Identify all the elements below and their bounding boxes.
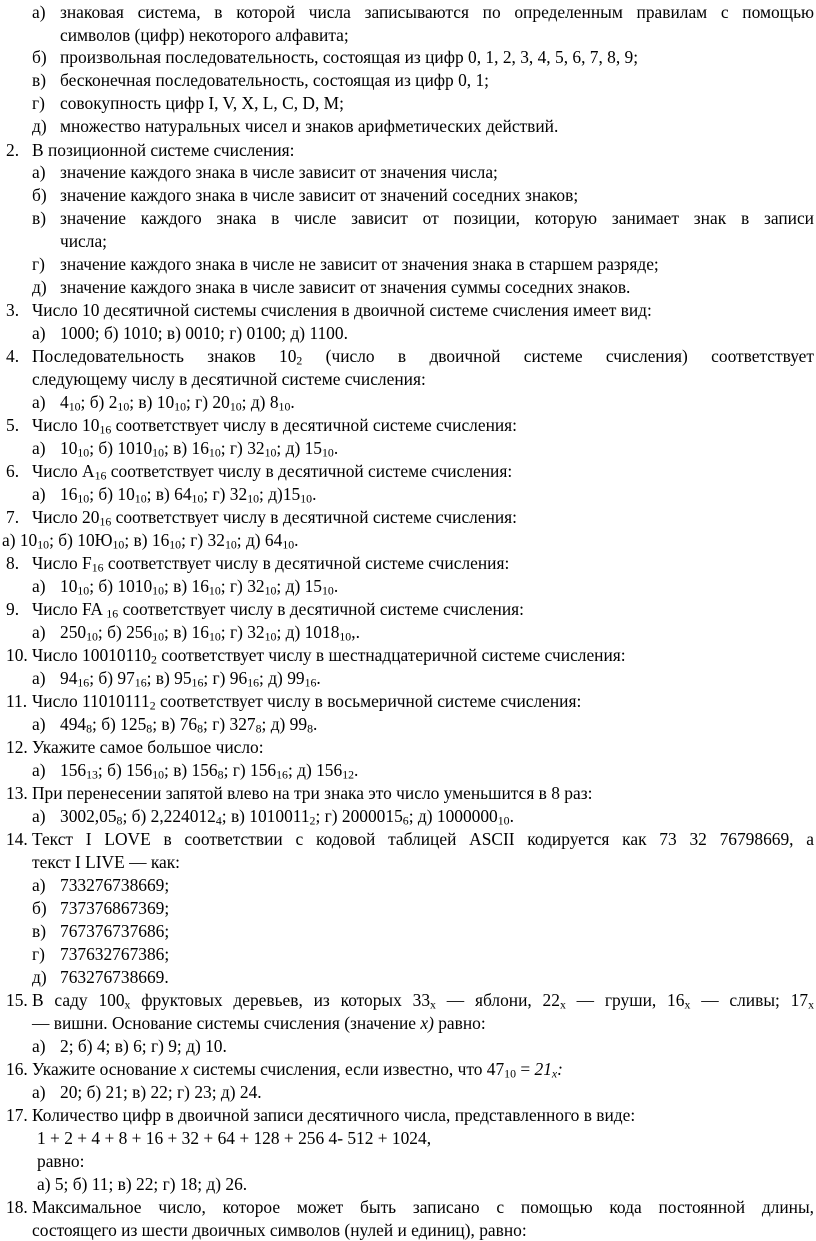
subscript: х: [124, 997, 131, 1012]
text-line: [2, 529, 299, 551]
subscript: 10: [86, 629, 98, 644]
list-marker: 9.: [6, 599, 20, 619]
subscript: 10: [174, 399, 186, 414]
text-run: соответствует числу в шестнадцатеричной системе счисления:: [156, 645, 626, 665]
subscript: 10: [282, 537, 295, 552]
subscript: 12: [342, 767, 355, 782]
subscript: 10: [152, 583, 164, 598]
text-line: [60, 1, 814, 23]
list-marker: 10.: [6, 645, 28, 665]
text-run: .: [290, 392, 295, 412]
text-run: системы счисления, если известно, что 47: [188, 1059, 505, 1079]
subscript: 10: [77, 583, 90, 598]
text-run: текст I LIVE — как:: [32, 852, 181, 872]
text-line: [32, 989, 814, 1011]
text-run: ; д) 156: [287, 760, 343, 780]
text-line: [32, 851, 180, 873]
list-marker: в): [32, 208, 47, 228]
text-run: При перенесении запятой влево на три знака это число уменьшится в 8 раз:: [32, 783, 593, 803]
text-line: [32, 644, 626, 666]
text-line: [60, 759, 358, 781]
subscript: 10: [191, 491, 204, 506]
text-run: 763276738669.: [60, 967, 169, 987]
text-run: х: [180, 1059, 189, 1079]
text-run: — сливы; 17: [690, 990, 809, 1010]
subscript: 10: [208, 445, 221, 460]
text-line: [32, 368, 426, 390]
text-line: [60, 897, 169, 919]
text-run: 156: [60, 760, 87, 780]
text-line: [60, 115, 558, 137]
text-run: .: [354, 760, 359, 780]
text-run: 1000; б) 1010; в) 0010; г) 0100; д) 1100.: [60, 323, 348, 343]
text-run: ; б) 10Ю: [49, 530, 113, 550]
list-marker: а): [32, 1036, 46, 1056]
subscript: х: [808, 997, 814, 1012]
text-run: ; в) 95: [146, 668, 192, 688]
text-run: ; г) 32: [220, 438, 265, 458]
text-line: [60, 24, 349, 46]
list-marker: в): [32, 921, 47, 941]
text-run: Укажите основание: [32, 1059, 181, 1079]
list-marker: 6.: [6, 461, 20, 481]
list-marker: а): [32, 438, 46, 458]
text-run: ,.: [351, 622, 360, 642]
subscript: 10: [278, 399, 291, 414]
text-line: [60, 1081, 262, 1103]
text-line: [32, 1058, 563, 1080]
text-run: ; г) 96: [203, 668, 248, 688]
subscript: 10: [77, 491, 90, 506]
text-run: 494: [60, 714, 87, 734]
text-run: состоящего из шести двоичных символов (нулей и единиц), равно:: [32, 1220, 527, 1240]
text-line: [32, 690, 581, 712]
text-run: 1 + 2 + 4 + 8 + 16 + 32 + 64 + 128 + 256 4- 512 + 1024,: [37, 1128, 432, 1148]
text-run: Максимальное число, которое может быть записано с помощью кода постоянной длины,: [32, 1197, 814, 1217]
text-run: 767376737686;: [60, 921, 170, 941]
list-marker: 5.: [6, 415, 20, 435]
text-run: значение каждого знака в числе зависит от позиции, которую занимает знак в записи: [60, 208, 814, 228]
list-marker: а): [32, 323, 46, 343]
text-run: ; б) 2: [80, 392, 118, 412]
list-marker: а): [32, 714, 46, 734]
text-line: [32, 460, 512, 482]
subscript: 8: [217, 767, 224, 782]
list-marker: а): [32, 806, 46, 826]
text-run: 2; б) 4; в) 6; г) 9; д) 10.: [60, 1036, 227, 1056]
text-run: ; г) 32: [203, 484, 248, 504]
text-run: 250: [60, 622, 87, 642]
text-line: [32, 139, 295, 161]
text-line: [60, 920, 169, 942]
text-run: 737632767386;: [60, 944, 170, 964]
text-line: [60, 966, 169, 988]
text-run: 737376867369;: [60, 898, 170, 918]
subscript: 2: [150, 652, 157, 667]
text-run: а) 10: [2, 530, 38, 550]
text-run: 733276738669;: [60, 875, 170, 895]
text-run: соответствует числу в десятичной системе счисления:: [103, 553, 510, 573]
text-line: [32, 828, 814, 850]
text-run: 10: [60, 438, 78, 458]
text-line: [60, 483, 316, 505]
subscript: 10: [112, 537, 125, 552]
subscript: 10: [152, 445, 164, 460]
subscript: 8: [146, 721, 153, 736]
list-marker: 4.: [6, 346, 20, 366]
subscript: 10: [208, 583, 221, 598]
list-marker: 13.: [6, 783, 28, 803]
text-run: ; д)15: [259, 484, 301, 504]
text-run: .: [509, 806, 514, 826]
text-run: .: [333, 576, 339, 596]
text-line: [60, 92, 344, 114]
text-run: следующему числу в десятичной системе счисления:: [32, 369, 426, 389]
text-line: [32, 345, 814, 367]
list-marker: 12.: [6, 737, 28, 757]
text-run: совокупность цифр I, V, X, L, C, D, M;: [60, 93, 344, 113]
subscript: 16: [304, 675, 317, 690]
subscript: 16: [99, 422, 112, 437]
text-run: ; б) 1010: [89, 576, 153, 596]
subscript: х: [559, 997, 566, 1012]
text-run: х): [420, 1013, 434, 1033]
text-run: ; д) 1000000: [408, 806, 498, 826]
text-run: Количество цифр в двоичной записи десятичного числа, представленного в виде:: [32, 1105, 636, 1125]
text-run: ; д) 15: [276, 576, 322, 596]
text-run: ; д) 1018: [276, 622, 340, 642]
list-marker: б): [32, 185, 47, 205]
text-line: [60, 230, 107, 252]
text-line: [60, 253, 659, 275]
text-run: — вишни. Основание системы счисления (значение: [32, 1013, 421, 1033]
list-marker: в): [32, 70, 47, 90]
text-run: .: [312, 484, 317, 504]
text-run: ; г) 156: [223, 760, 277, 780]
text-line: [32, 598, 524, 620]
text-run: ; в) 16: [164, 576, 209, 596]
subscript: 8: [197, 721, 204, 736]
text-run: ; д) 64: [236, 530, 283, 550]
text-run: 3002,05: [60, 806, 117, 826]
text-line: [32, 1196, 814, 1218]
text-run: — груши, 16: [565, 990, 685, 1010]
text-run: ; б) 2,224012: [122, 806, 216, 826]
subscript: 16: [247, 675, 260, 690]
text-run: ; г) 2000015: [315, 806, 403, 826]
subscript: х: [684, 997, 691, 1012]
text-line: [60, 437, 338, 459]
subscript: 10: [134, 491, 147, 506]
subscript: 10: [264, 583, 277, 598]
text-run: ; г) 20: [185, 392, 230, 412]
list-marker: а): [32, 875, 46, 895]
list-marker: а): [32, 576, 46, 596]
list-marker: 18.: [6, 1197, 28, 1217]
subscript: 10: [264, 629, 277, 644]
text-run: соответствует числу в десятичной системе счисления:: [106, 461, 513, 481]
subscript: 10: [504, 1066, 516, 1081]
text-run: 4: [60, 392, 69, 412]
list-marker: 15.: [6, 990, 28, 1010]
text-run: Число 20: [32, 507, 100, 527]
text-line: [60, 575, 338, 597]
list-marker: д): [32, 277, 47, 297]
subscript: 6: [402, 813, 409, 828]
subscript: 10: [169, 537, 182, 552]
subscript: 4: [215, 813, 222, 828]
text-run: (число в двоичной системе счисления) соответствует: [302, 346, 815, 366]
text-run: ; в) 16: [164, 438, 209, 458]
text-run: =: [516, 1059, 535, 1079]
text-line: [60, 805, 514, 827]
text-line: [60, 667, 321, 689]
subscript: 10: [224, 537, 237, 552]
list-marker: а): [32, 2, 46, 22]
text-run: ; в) 10: [129, 392, 175, 412]
text-run: .: [316, 668, 321, 688]
list-marker: б): [32, 898, 47, 918]
subscript: 10: [77, 445, 90, 460]
text-run: ; д) 99: [261, 714, 308, 734]
subscript: 10: [497, 813, 510, 828]
subscript: 10: [68, 399, 81, 414]
list-marker: 14.: [6, 829, 28, 849]
subscript: 8: [116, 813, 123, 828]
list-marker: 2.: [6, 140, 20, 160]
text-run: :: [557, 1059, 563, 1079]
list-marker: г): [32, 944, 45, 964]
subscript: 10: [321, 583, 334, 598]
text-run: .: [294, 530, 299, 550]
list-marker: 17.: [6, 1105, 28, 1125]
text-run: ; д) 8: [241, 392, 279, 412]
text-line: [60, 69, 489, 91]
text-line: [60, 46, 638, 68]
list-marker: 16.: [6, 1059, 28, 1079]
subscript: х: [551, 1066, 558, 1081]
text-run: равно:: [433, 1013, 486, 1033]
text-run: В позиционной системе счисления:: [32, 140, 295, 160]
text-line: [37, 1127, 431, 1149]
text-run: .: [333, 438, 339, 458]
text-run: соответствует числу в восьмеричной системе счисления:: [155, 691, 582, 711]
text-run: Текст I LOVE в соответствии с кодовой таблицей ASCII кодируется как 73 32 76798669, а: [32, 829, 814, 849]
text-line: [32, 1012, 486, 1034]
subscript: 16: [77, 675, 90, 690]
text-run: знаковая система, в которой числа записываются по определенным правилам с помощью: [60, 2, 814, 22]
text-run: ; в) 16: [164, 622, 209, 642]
text-run: Число 10 десятичной системы счисления в двоичной системе счисления имеет вид:: [32, 300, 652, 320]
text-run: ; г) 32: [181, 530, 225, 550]
text-line: [32, 414, 517, 436]
list-marker: д): [32, 967, 47, 987]
text-run: ; в) 64: [146, 484, 192, 504]
list-marker: а): [32, 392, 46, 412]
subscript: 13: [86, 767, 98, 782]
list-marker: а): [32, 760, 46, 780]
text-run: 20; б) 21; в) 22; г) 23; д) 24.: [60, 1082, 262, 1102]
subscript: 10: [247, 491, 260, 506]
list-marker: г): [32, 93, 45, 113]
text-run: ; б) 256: [97, 622, 153, 642]
subscript: 10: [264, 445, 277, 460]
text-run: произвольная последовательность, состоящая из цифр 0, 1, 2, 3, 4, 5, 6, 7, 8, 9;: [60, 47, 639, 67]
text-line: [60, 207, 814, 229]
text-run: 94: [60, 668, 78, 688]
text-run: соответствует числу в десятичной системе счисления:: [111, 415, 518, 435]
text-run: числа;: [60, 231, 108, 251]
text-run: множество натуральных чисел и знаков арифметических действий.: [60, 116, 559, 136]
text-run: соответствует числу в десятичной системе счисления:: [111, 507, 518, 527]
subscript: 8: [255, 721, 262, 736]
text-run: а) 5; б) 11; в) 22; г) 18; д) 26.: [37, 1174, 248, 1194]
text-line: [32, 552, 509, 574]
text-run: значение каждого знака в числе зависит от значения суммы соседних знаков.: [60, 277, 631, 297]
list-marker: 8.: [6, 553, 20, 573]
list-marker: а): [32, 622, 46, 642]
subscript: 8: [307, 721, 313, 736]
text-run: ; г) 32: [220, 622, 265, 642]
text-run: ; в) 76: [152, 714, 198, 734]
list-marker: а): [32, 484, 46, 504]
text-run: символов (цифр) некоторого алфавита;: [60, 25, 349, 45]
text-run: равно:: [37, 1151, 85, 1171]
text-run: — яблони, 22: [435, 990, 560, 1010]
text-run: ; г) 327: [203, 714, 256, 734]
list-marker: а): [32, 1082, 46, 1102]
text-run: ; в) 156: [164, 760, 218, 780]
text-run: соответствует числу в десятичной системе счисления:: [118, 599, 524, 619]
text-run: ; в) 1010011: [221, 806, 310, 826]
subscript: 10: [117, 399, 130, 414]
subscript: 10: [208, 629, 221, 644]
text-line: [60, 874, 169, 896]
text-line: [32, 782, 592, 804]
list-marker: 11.: [6, 691, 28, 711]
subscript: 10: [152, 767, 165, 782]
subscript: 8: [86, 721, 93, 736]
text-run: Число FA: [32, 599, 107, 619]
subscript: 2: [149, 698, 156, 713]
text-line: [60, 621, 360, 643]
subscript: 10: [229, 399, 242, 414]
subscript: 16: [94, 468, 107, 483]
text-run: фруктовых деревьев, из которых 33: [130, 990, 431, 1010]
text-run: ; б) 156: [97, 760, 153, 780]
text-run: Число А: [32, 461, 95, 481]
text-run: Укажите самое большое число:: [32, 737, 264, 757]
text-line: [60, 322, 348, 344]
text-run: ; б) 1010: [89, 438, 153, 458]
subscript: 16: [106, 606, 119, 621]
text-line: [32, 736, 264, 758]
text-run: Число 10010110: [32, 645, 151, 665]
text-line: [60, 1035, 227, 1057]
text-run: значение каждого знака в числе не зависит от значения знака в старшем разряде;: [60, 254, 659, 274]
subscript: 16: [99, 514, 112, 529]
subscript: 10: [37, 537, 50, 552]
text-run: Число 11010111: [32, 691, 150, 711]
text-line: [32, 506, 517, 528]
text-line: [32, 1219, 527, 1241]
text-run: ; в) 16: [124, 530, 170, 550]
list-marker: б): [32, 47, 47, 67]
text-run: 21: [534, 1059, 552, 1079]
text-run: В саду 100: [32, 990, 125, 1010]
subscript: 16: [276, 767, 288, 782]
text-line: [60, 184, 578, 206]
text-line: [32, 299, 652, 321]
text-line: [60, 276, 630, 298]
subscript: 2: [296, 353, 303, 368]
subscript: х: [430, 997, 436, 1012]
text-run: 10: [60, 576, 78, 596]
subscript: 16: [191, 675, 204, 690]
text-line: [60, 161, 498, 183]
text-line: [37, 1150, 84, 1172]
list-marker: а): [32, 162, 46, 182]
text-run: ; д) 15: [276, 438, 322, 458]
list-marker: д): [32, 116, 47, 136]
list-marker: г): [32, 254, 45, 274]
text-run: ; г) 32: [220, 576, 265, 596]
text-line: [60, 391, 295, 413]
list-marker: 7.: [6, 507, 20, 527]
text-line: [60, 943, 169, 965]
list-marker: 3.: [6, 300, 20, 320]
text-run: Число F: [32, 553, 92, 573]
text-run: бесконечная последовательность, состоящая из цифр 0, 1;: [60, 70, 490, 90]
text-line: [37, 1173, 247, 1195]
text-run: ; д) 99: [259, 668, 305, 688]
subscript: 10: [152, 629, 165, 644]
text-run: Число 10: [32, 415, 100, 435]
subscript: 16: [91, 560, 104, 575]
subscript: 2: [309, 813, 316, 828]
text-run: .: [313, 714, 318, 734]
text-line: [60, 713, 317, 735]
text-run: ; б) 10: [89, 484, 135, 504]
text-run: Последовательность знаков 10: [32, 346, 297, 366]
text-run: ; б) 97: [89, 668, 135, 688]
text-run: 16: [60, 484, 78, 504]
text-run: ; б) 125: [92, 714, 147, 734]
text-line: [32, 1104, 635, 1126]
subscript: 10: [321, 445, 334, 460]
text-run: значение каждого знака в числе зависит от значений соседних знаков;: [60, 185, 579, 205]
subscript: 10: [339, 629, 352, 644]
text-run: значение каждого знака в числе зависит от значения числа;: [60, 162, 498, 182]
subscript: 10: [300, 491, 313, 506]
list-marker: а): [32, 668, 46, 688]
subscript: 16: [134, 675, 147, 690]
